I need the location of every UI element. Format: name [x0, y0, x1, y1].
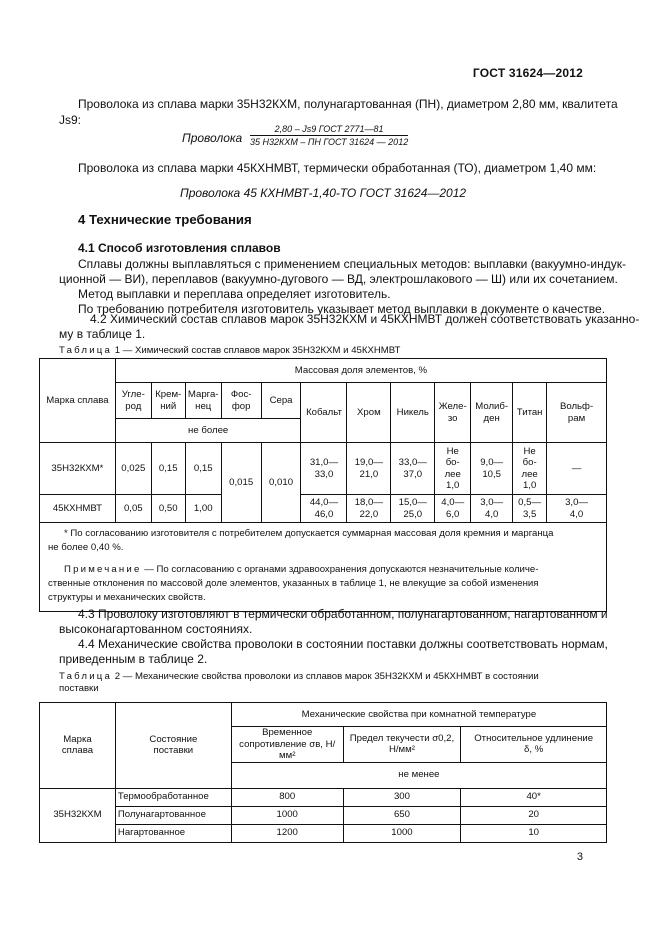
example2-text: Проволока из сплава марки 45КХНМВТ, термически обработанная (ТО), диаметром 1,40 мм:	[78, 161, 597, 175]
example2-formula: Проволока 45 КХНМВТ-1,40-ТО ГОСТ 31624—2012	[180, 186, 467, 200]
t1-r2-molybdenum: 3,0— 4,0	[471, 495, 513, 523]
t2-r2-yield: 1000	[343, 824, 461, 842]
t1-header-silicon: Крем- ний	[151, 383, 185, 419]
t2-r2-state: Нагартованное	[115, 824, 231, 842]
t1-header-phosphorus: Фос- фор	[221, 383, 261, 419]
t1-header-carbon: Угле- род	[115, 383, 151, 419]
t1-r1-chromium: 19,0— 21,0	[347, 443, 391, 495]
t2-grade: 35Н32КХМ	[40, 788, 116, 842]
t1-r2-nickel: 15,0— 25,0	[391, 495, 435, 523]
section41-title: 4.1 Способ изготовления сплавов	[78, 241, 281, 255]
t1-r1-silicon: 0,15	[151, 443, 185, 495]
t1-r2-carbon: 0,05	[115, 495, 151, 523]
p41-line2: ционной — ВИ), переплавов (вакуумно-дугового — ВД, электрошлакового — Ш) или их сочетанием.	[59, 272, 618, 286]
p41-line3: Метод выплавки и переплава определяет изготовитель.	[78, 287, 391, 301]
t1-header-tungsten: Вольф- рам	[547, 383, 607, 443]
table2-caption-text: 2 — Механические свойства проволоки из сплавов марок 35Н32КХМ и 45КХНМВТ в состоянии	[114, 671, 539, 682]
t1-header-mass: Массовая доля элементов, %	[115, 359, 606, 383]
t1-r2-iron: 4,0— 6,0	[435, 495, 471, 523]
document-header: ГОСТ 31624—2012	[472, 66, 583, 80]
t1-footnotes	[40, 523, 607, 612]
t1-r1-molybdenum: 9,0— 10,5	[471, 443, 513, 495]
p41-line1: Сплавы должны выплавляться с применением специальных методов: выплавки (вакуумно-индук-	[78, 257, 626, 271]
section4-title: 4 Технические требования	[78, 212, 252, 227]
table2-caption-line2: поставки	[59, 683, 99, 694]
p41-line4: По требованию потребителя изготовитель указывает метод выплавки в документе о качестве.	[78, 302, 606, 316]
table1-caption	[59, 345, 400, 357]
t1-note-line3: структуры и механических свойств.	[48, 592, 206, 603]
table2-caption-label: Таблица	[59, 671, 113, 682]
t1-header-iron: Желе- зо	[435, 383, 471, 443]
t2-header-min: не менее	[231, 762, 606, 788]
example1-label: Проволока	[182, 131, 243, 145]
table2-caption	[59, 671, 605, 695]
p43-line1: 4.3 Проволоку изготовляют в термически обработанном, полунагартованном, нагартованном и	[78, 607, 608, 621]
table1	[39, 358, 607, 612]
t1-r2-titanium: 0,5— 3,5	[513, 495, 547, 523]
t1-header-nickel: Никель	[391, 383, 435, 443]
t1-row-45kxnmvt	[40, 495, 607, 523]
t1-header-max: не более	[115, 419, 301, 443]
t2-r2-elongation: 10	[461, 824, 607, 842]
t1-header-titanium: Титан	[513, 383, 547, 443]
t2-header-mech: Механические свойства при комнатной температуре	[231, 703, 606, 727]
example1-text-line1: Проволока из сплава марки 35Н32КХМ, полунагартованная (ПН), диаметром 2,80 мм, квалитета	[78, 97, 618, 111]
t1-note-line2: ственные отклонения по массовой доле элементов, указанных в таблице 1, не влекущие за собой изменения	[48, 578, 539, 589]
example1-text-line2: Js9:	[59, 113, 82, 127]
example1-numerator: 2,80 – Js9 ГОСТ 2771—81	[250, 124, 408, 136]
t1-r2-tungsten: 3,0— 4,0	[547, 495, 607, 523]
t2-header-tensile: Временное сопротивление σв, Н/мм²	[231, 727, 343, 763]
t2-r1-state: Полунагартованное	[115, 806, 231, 824]
table2	[39, 702, 607, 843]
t1-r2-cobalt: 44,0— 46,0	[301, 495, 347, 523]
p44-line1: 4.4 Механические свойства проволоки в состоянии поставки должны соответствовать нормам,	[78, 637, 608, 651]
t2-r2-tensile: 1200	[231, 824, 343, 842]
t1-phosphorus-value: 0,015	[221, 443, 261, 523]
table1-caption-label: Таблица	[59, 345, 113, 356]
p43-line2: высоконагартованном состояниях.	[59, 622, 253, 636]
t1-note-line1: Примечание — По согласованию с органами здравоохранения допускаются незначительные количе-	[64, 564, 539, 575]
t2-r0-state: Термообработанное	[115, 788, 231, 806]
t2-header-state: Состояние поставки	[115, 703, 231, 789]
t1-footnote-asterisk: * По согласованию изготовителя с потребителем допускается суммарная массовая доля кремния и марганца	[64, 528, 554, 539]
t2-r1-yield: 650	[343, 806, 461, 824]
t1-note-label: Примечание	[64, 564, 142, 575]
p44-line2: приведенным в таблице 2.	[59, 652, 208, 666]
t1-r2-chromium: 18,0— 22,0	[347, 495, 391, 523]
t1-r1-iron: Не бо- лее 1,0	[435, 443, 471, 495]
p42-line2: му в таблице 1.	[59, 327, 146, 341]
t1-header-manganese: Марга- нец	[185, 383, 221, 419]
t1-header-molybdenum: Молиб- ден	[471, 383, 513, 443]
table1-caption-text: 1 — Химический состав сплавов марок 35Н32КХМ и 45КХНМВТ	[114, 345, 401, 356]
t1-r1-grade: 35Н32КХМ*	[40, 443, 116, 495]
t1-footnotes-row	[40, 523, 607, 612]
t2-r1-tensile: 1000	[231, 806, 343, 824]
t1-header-grade: Марка сплава	[40, 359, 116, 443]
page-number: 3	[576, 851, 583, 863]
t1-r2-silicon: 0,50	[151, 495, 185, 523]
example1-fraction	[250, 124, 408, 147]
t1-row-35n32kxm	[40, 443, 607, 495]
example1-denominator: 35 Н32КХМ – ПН ГОСТ 31624 — 2012	[250, 137, 409, 147]
t2-r0-tensile: 800	[231, 788, 343, 806]
t1-sulfur-value: 0,010	[261, 443, 301, 523]
t2-header-elongation: Относительное удлинение δ, %	[461, 727, 607, 763]
t1-r1-nickel: 33,0— 37,0	[391, 443, 435, 495]
t2-row-1	[40, 806, 607, 824]
t1-r1-manganese: 0,15	[185, 443, 221, 495]
t2-r0-yield: 300	[343, 788, 461, 806]
p42-line1: 4.2 Химический состав сплавов марок 35Н32КХМ и 45КХНМВТ должен соответствовать указанно-	[90, 312, 640, 326]
t2-row-0	[40, 788, 607, 806]
t2-header-grade: Марка сплава	[40, 703, 116, 789]
t2-r0-elongation: 40*	[461, 788, 607, 806]
t1-r2-manganese: 1,00	[185, 495, 221, 523]
t2-r1-elongation: 20	[461, 806, 607, 824]
t1-r2-grade: 45КХНМВТ	[40, 495, 116, 523]
t1-header-cobalt: Кобальт	[301, 383, 347, 443]
t1-r1-titanium: Не бо- лее 1,0	[513, 443, 547, 495]
t1-r1-carbon: 0,025	[115, 443, 151, 495]
t2-header-yield: Предел текучести σ0,2, Н/мм²	[343, 727, 461, 763]
t1-header-chromium: Хром	[347, 383, 391, 443]
t1-r1-tungsten: —	[547, 443, 607, 495]
t1-r1-cobalt: 31,0— 33,0	[301, 443, 347, 495]
t1-footnote-asterisk-l2: не более 0,40 %.	[48, 542, 124, 553]
t2-row-2	[40, 824, 607, 842]
t1-header-sulfur: Сера	[261, 383, 301, 419]
